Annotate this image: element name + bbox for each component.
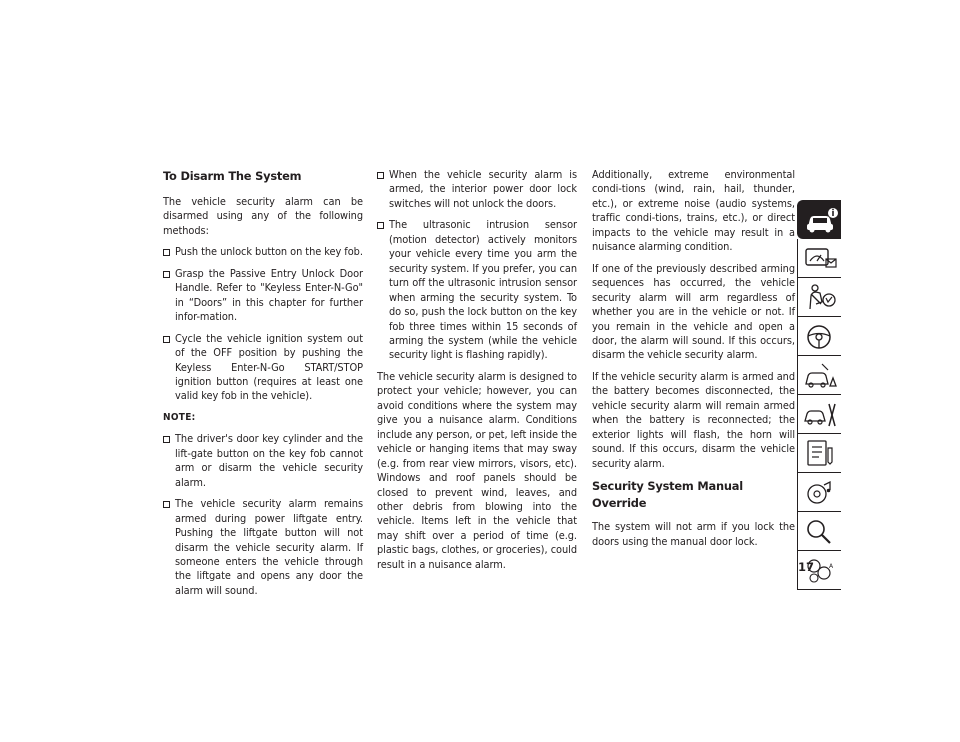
- tab-index[interactable]: [797, 512, 841, 551]
- bullet-icon: [377, 222, 384, 229]
- list-item: When the vehicle security alarm is armed, the interior power door lock switches will not unlock the doors.: [377, 168, 577, 211]
- section-heading-disarm: To Disarm The System: [163, 169, 302, 183]
- bullet-icon: [163, 436, 170, 443]
- disarm-intro: The vehicle security alarm can be disarmed using any of the following methods:: [163, 195, 363, 237]
- bullet-icon: [163, 501, 170, 508]
- page-number: 17: [798, 560, 815, 574]
- multimedia-icon: [802, 477, 840, 508]
- paragraph: Additionally, extreme environmental condi-tions (wind, rain, hail, thunder, etc.), or extreme noise (audio systems, traffic condi-tions, trains, etc.), or direct impacts to the vehicle may result in a nuisance alarming condition.: [592, 168, 795, 254]
- manual-override-paragraph: The system will not arm if you lock the doors using the manual door lock.: [592, 520, 795, 548]
- steering-wheel-icon: [802, 321, 840, 352]
- bullet-icon: [377, 172, 384, 179]
- section-heading-manual-override: Security System Manual Override: [592, 479, 743, 511]
- specifications-icon: [802, 438, 840, 469]
- bullet-icon: [163, 336, 170, 343]
- nuisance-alarm-paragraph: The vehicle security alarm is designed to protect your vehicle; however, you can avoid conditions where the system may give you a nuisance alarm. Conditions include any person, or pet, left inside the vehicle or hanging items that may sway (e.g. from rear view mirrors, visors, etc). Windows and roof panels should be closed to prevent wind, leaves, and other debris from blowing into the vehicle. Items left in the vehicle that may shift over a period of time (e.g. plastic bags, clothes, or groceries), could result in a nuisance alarm.: [377, 369, 578, 571]
- column-3: [592, 168, 795, 556]
- paragraph: If the vehicle security alarm is armed and the battery becomes disconnected, the vehicle security alarm will remain armed when the battery is reconnected; the exterior lights will flash, the horn will sound. If this occurs, disarm the vehicle security alarm.: [592, 369, 795, 470]
- note-label: NOTE:: [163, 411, 196, 423]
- list-item: Cycle the vehicle ignition system out of the OFF position by pushing the Keyless Enter-N-Go START/STOP ignition button (requires at least one valid key fob in the vehicle).: [163, 332, 363, 404]
- notes-list: [163, 432, 363, 598]
- tab-dashboard[interactable]: [797, 239, 841, 278]
- list-item: Push the unlock button on the key fob.: [163, 245, 363, 259]
- bullet-icon: [163, 249, 170, 256]
- magnifier-index-icon: [802, 516, 840, 547]
- bullet-icon: [163, 271, 170, 278]
- svg-text:A: A: [829, 563, 834, 570]
- seatbelt-airbag-icon: [802, 282, 840, 313]
- notes-list-continued: [377, 168, 577, 363]
- list-item: The vehicle security alarm remains armed during power liftgate entry. Pushing the liftgate button will not disarm the vehicle security alarm. If someone enters the vehicle through the liftgate and opens any door the alarm will sound.: [163, 497, 363, 598]
- tab-in-case-of-emergency[interactable]: [797, 356, 841, 395]
- dashboard-lights-icon: [802, 243, 840, 274]
- column-2: [377, 168, 577, 579]
- column-1: [163, 168, 363, 605]
- service-tools-icon: [802, 399, 840, 430]
- disarm-methods-list: [163, 245, 363, 404]
- car-info-icon: [802, 205, 840, 236]
- tab-servicing-maintenance[interactable]: [797, 395, 841, 434]
- tab-getting-to-know-vehicle[interactable]: [797, 200, 841, 239]
- list-item: The ultrasonic intrusion sensor (motion detector) actively monitors your vehicle every time you arm the security system. If you prefer, you can turn off the ultrasonic intrusion sensor when arming the security system. To do so, push the lock button on the key fob three times within 15 seconds of arming the system (while the vehicle security light is flashing rapidly).: [377, 218, 577, 363]
- tab-safety[interactable]: [797, 278, 841, 317]
- tab-starting-operating[interactable]: [797, 317, 841, 356]
- paragraph: If one of the previously described arming sequences has occurred, the vehicle security alarm will arm regardless of whether you are in the vehicle or not. If you remain in the vehicle and open a door, the alarm will sound. If this occurs, disarm the vehicle security alarm.: [592, 261, 795, 362]
- list-item: Grasp the Passive Entry Unlock Door Handle. Refer to "Keyless Enter-N-Go" in “Doors” in this chapter for further infor-mation.: [163, 267, 363, 325]
- tab-technical-specifications[interactable]: [797, 434, 841, 473]
- tab-multimedia[interactable]: [797, 473, 841, 512]
- roadside-emergency-icon: [802, 360, 840, 391]
- list-item: The driver's door key cylinder and the lift-gate button on the key fob cannot arm or disarm the vehicle security alarm.: [163, 432, 363, 490]
- chapter-tabs: [797, 200, 841, 590]
